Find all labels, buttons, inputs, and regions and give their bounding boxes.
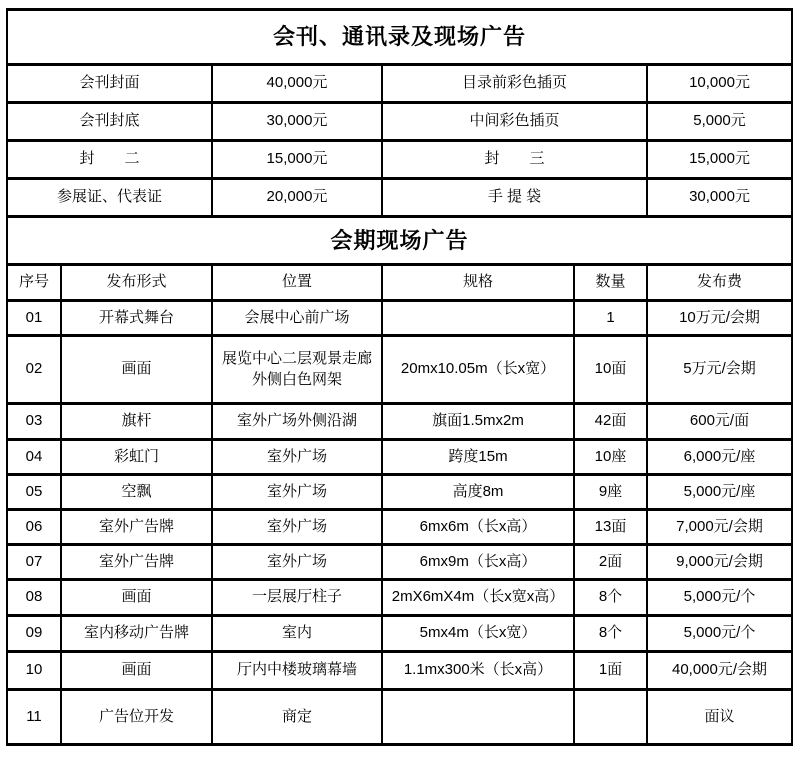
cell-spec: [382, 690, 574, 745]
cell-item: 中间彩色插页: [382, 103, 647, 141]
cell-no: 10: [7, 652, 61, 690]
cell-location: 商定: [212, 690, 382, 745]
table-row: [7, 10, 792, 65]
cell-no: 11: [7, 690, 61, 745]
col-header-spec: 规格: [382, 265, 574, 301]
col-header-format: 发布形式: [61, 265, 212, 301]
cell-spec: 5mx4m（长x宽）: [382, 616, 574, 652]
col-header-fee: 发布费: [647, 265, 792, 301]
cell-fee: 5,000元/座: [647, 475, 792, 510]
cell-qty: 1: [574, 301, 647, 336]
cell-qty: 13面: [574, 510, 647, 545]
table-row: [7, 103, 792, 141]
cell-fee: 7,000元/会期: [647, 510, 792, 545]
cell-location: 一层展厅柱子: [212, 580, 382, 616]
cell-fee: 600元/面: [647, 404, 792, 440]
table-row: [7, 510, 792, 545]
cell-qty: [574, 690, 647, 745]
cell-price: 10,000元: [647, 65, 792, 103]
cell-spec: 6mx9m（长x高）: [382, 545, 574, 580]
cell-spec: 高度8m: [382, 475, 574, 510]
section2-title: 会期现场广告: [7, 217, 792, 265]
section1-title: 会刊、通讯录及现场广告: [7, 10, 792, 65]
cell-price: 30,000元: [212, 103, 382, 141]
cell-format: 开幕式舞台: [61, 301, 212, 336]
cell-qty: 9座: [574, 475, 647, 510]
cell-location: 室外广场: [212, 475, 382, 510]
cell-price: 15,000元: [212, 141, 382, 179]
table-row: [7, 475, 792, 510]
ad-price-table: [6, 8, 793, 746]
cell-no: 08: [7, 580, 61, 616]
cell-fee: 5,000元/个: [647, 616, 792, 652]
cell-price: 30,000元: [647, 179, 792, 217]
cell-spec: 跨度15m: [382, 440, 574, 475]
cell-format: 画面: [61, 652, 212, 690]
cell-format: 空飘: [61, 475, 212, 510]
cell-location: 室外广场: [212, 545, 382, 580]
cell-spec: 20mx10.05m（长x宽）: [382, 336, 574, 404]
table-row: [7, 690, 792, 745]
cell-price: 5,000元: [647, 103, 792, 141]
cell-qty: 2面: [574, 545, 647, 580]
table-row: [7, 141, 792, 179]
table-row: [7, 652, 792, 690]
col-header-location: 位置: [212, 265, 382, 301]
cell-price: 40,000元: [212, 65, 382, 103]
cell-location: 展览中心二层观景走廊外侧白色网架: [212, 336, 382, 404]
table-row: [7, 217, 792, 265]
cell-spec: 1.1mx300米（长x高）: [382, 652, 574, 690]
cell-format: 画面: [61, 336, 212, 404]
cell-location: 厅内中楼玻璃幕墙: [212, 652, 382, 690]
cell-fee: 面议: [647, 690, 792, 745]
cell-price: 20,000元: [212, 179, 382, 217]
cell-item: 会刊封底: [7, 103, 212, 141]
cell-no: 01: [7, 301, 61, 336]
table-row: [7, 440, 792, 475]
cell-fee: 10万元/会期: [647, 301, 792, 336]
cell-fee: 5,000元/个: [647, 580, 792, 616]
cell-item: 参展证、代表证: [7, 179, 212, 217]
table-row: [7, 336, 792, 404]
cell-item: 手 提 袋: [382, 179, 647, 217]
cell-no: 04: [7, 440, 61, 475]
cell-fee: 9,000元/会期: [647, 545, 792, 580]
cell-no: 06: [7, 510, 61, 545]
cell-location: 室外广场: [212, 440, 382, 475]
cell-item: 封 三: [382, 141, 647, 179]
cell-location: 室外广场外侧沿湖: [212, 404, 382, 440]
cell-fee: 40,000元/会期: [647, 652, 792, 690]
cell-item: 会刊封面: [7, 65, 212, 103]
cell-spec: 6mx6m（长x高）: [382, 510, 574, 545]
cell-spec: 旗面1.5mx2m: [382, 404, 574, 440]
cell-location: 会展中心前广场: [212, 301, 382, 336]
cell-fee: 6,000元/座: [647, 440, 792, 475]
cell-no: 09: [7, 616, 61, 652]
cell-qty: 8个: [574, 616, 647, 652]
table-row: [7, 545, 792, 580]
table-row: [7, 179, 792, 217]
cell-no: 02: [7, 336, 61, 404]
col-header-qty: 数量: [574, 265, 647, 301]
cell-format: 画面: [61, 580, 212, 616]
cell-format: 彩虹门: [61, 440, 212, 475]
cell-format: 室外广告牌: [61, 510, 212, 545]
cell-item: 目录前彩色插页: [382, 65, 647, 103]
cell-format: 室内移动广告牌: [61, 616, 212, 652]
cell-item: 封 二: [7, 141, 212, 179]
cell-format: 旗杆: [61, 404, 212, 440]
cell-price: 15,000元: [647, 141, 792, 179]
table-row: [7, 301, 792, 336]
cell-qty: 1面: [574, 652, 647, 690]
table-row: [7, 65, 792, 103]
cell-no: 05: [7, 475, 61, 510]
cell-fee: 5万元/会期: [647, 336, 792, 404]
cell-qty: 10面: [574, 336, 647, 404]
table-row: [7, 580, 792, 616]
cell-location: 室内: [212, 616, 382, 652]
cell-no: 03: [7, 404, 61, 440]
table-header-row: [7, 265, 792, 301]
cell-qty: 8个: [574, 580, 647, 616]
cell-qty: 42面: [574, 404, 647, 440]
cell-format: 广告位开发: [61, 690, 212, 745]
table-row: [7, 404, 792, 440]
cell-spec: [382, 301, 574, 336]
cell-no: 07: [7, 545, 61, 580]
table-row: [7, 616, 792, 652]
cell-qty: 10座: [574, 440, 647, 475]
cell-location: 室外广场: [212, 510, 382, 545]
col-header-no: 序号: [7, 265, 61, 301]
cell-spec: 2mX6mX4m（长x宽x高）: [382, 580, 574, 616]
cell-format: 室外广告牌: [61, 545, 212, 580]
